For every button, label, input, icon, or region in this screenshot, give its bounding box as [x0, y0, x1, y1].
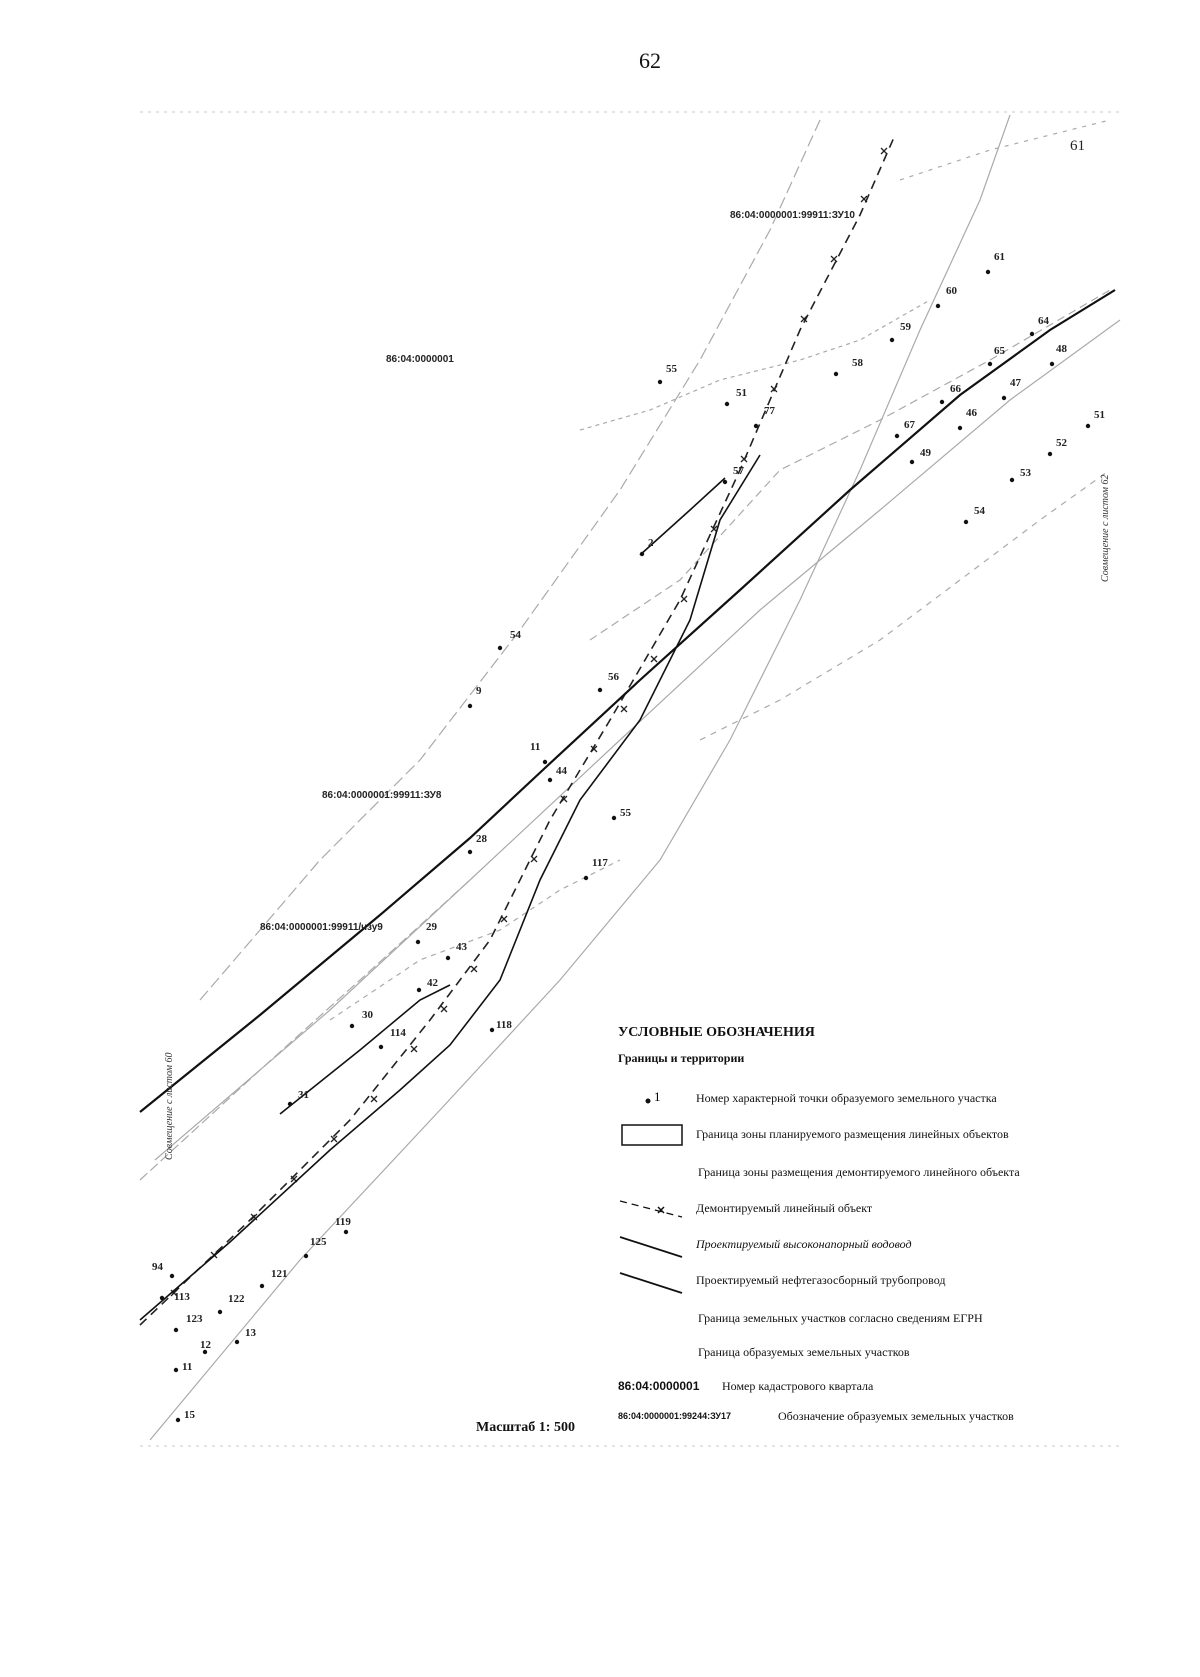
legend-label: Проектируемый высоконапорный водовод — [696, 1237, 912, 1251]
solid-line-icon — [618, 1267, 688, 1295]
point-label: 119 — [335, 1216, 351, 1228]
legend-label: Номер кадастрового квартала — [722, 1379, 874, 1393]
point-label: 61 — [994, 251, 1005, 263]
point-label: 56 — [608, 671, 619, 683]
point-label: 43 — [456, 941, 467, 953]
legend-item-formed — [618, 1339, 1138, 1367]
legend-subtitle: Границы и территории — [618, 1051, 745, 1065]
point-label: 2 — [648, 537, 654, 549]
point-label: 54 — [974, 505, 985, 517]
point-label: 118 — [496, 1019, 512, 1031]
point-label: 9 — [476, 685, 482, 697]
point-label: 48 — [1056, 343, 1067, 355]
legend-item-dismantle-zone — [618, 1159, 1138, 1187]
point-label: 94 — [152, 1261, 163, 1273]
point-label: 11 — [182, 1361, 193, 1373]
legend-label: Демонтируемый линейный объект — [696, 1201, 873, 1215]
label-chzu9: 86:04:0000001:99911/чзу9 — [260, 922, 383, 933]
sheet-number: 61 — [1070, 138, 1085, 154]
point-label: 67 — [904, 419, 915, 431]
point-label: 44 — [556, 765, 567, 777]
legend-item-dismantled — [618, 1195, 1138, 1223]
point-label: 30 — [362, 1009, 373, 1021]
point-label: 13 — [245, 1327, 256, 1339]
scale-label: Масштаб 1: 500 — [476, 1420, 575, 1435]
point-label: 47 — [1010, 377, 1021, 389]
legend-title: УСЛОВНЫЕ ОБОЗНАЧЕНИЯ — [618, 1025, 815, 1040]
point-label: 53 — [1020, 467, 1031, 479]
side-note-left: Совмещение с листом 60 — [164, 1052, 175, 1160]
legend-item-water — [618, 1231, 1138, 1259]
side-note-right: Совмещение с листом 62 — [1100, 474, 1111, 582]
label-zu10: 86:04:0000001:99911:ЗУ10 — [730, 210, 855, 221]
legend-item-oilgas — [618, 1267, 1138, 1295]
point-label: 51 — [736, 387, 747, 399]
point-label: 125 — [310, 1236, 327, 1248]
rectangle-icon — [618, 1121, 688, 1149]
point-label: 11 — [530, 741, 541, 753]
dash-x-line-icon — [618, 1195, 688, 1223]
point-label: 117 — [592, 857, 608, 869]
boundary-line-i — [330, 860, 620, 1020]
legend-label: Проектируемый нефтегазосборный трубопровод — [696, 1273, 946, 1287]
point-label: 28 — [476, 833, 487, 845]
point-marker-icon — [618, 1085, 688, 1113]
legend-label: Граница зоны планируемого размещения линейных объектов — [696, 1127, 1009, 1141]
point-label: 121 — [271, 1268, 288, 1280]
legend-label: Обозначение образуемых земельных участков — [778, 1409, 1014, 1423]
point-label: 31 — [298, 1089, 309, 1101]
point-label: 15 — [184, 1409, 195, 1421]
point-label: 113 — [174, 1291, 190, 1303]
boundary-line-e — [700, 470, 1110, 740]
legend-item-quarter-code — [618, 1373, 1138, 1401]
point-label: 55 — [620, 807, 631, 819]
point-label: 12 — [200, 1339, 211, 1351]
point-label: 55 — [666, 363, 677, 375]
legend-label: Граница образуемых земельных участков — [698, 1345, 910, 1359]
svg-text:1: 1 — [654, 1089, 661, 1104]
point-label: 77 — [764, 405, 775, 417]
point-label: 57 — [733, 465, 744, 477]
legend-item-point — [618, 1085, 1138, 1113]
legend-label: Номер характерной точки образуемого земельного участка — [696, 1091, 997, 1105]
point-label: 29 — [426, 921, 437, 933]
point-label: 54 — [510, 629, 521, 641]
legend-code: 86:04:0000001 — [618, 1379, 700, 1393]
point-label: 64 — [1038, 315, 1049, 327]
boundary-line-d — [200, 120, 820, 1000]
projected-pipeline-branch — [140, 455, 760, 1320]
point-label: 58 — [852, 357, 863, 369]
point-label: 66 — [950, 383, 961, 395]
point-label: 123 — [186, 1313, 203, 1325]
point-label: 52 — [1056, 437, 1067, 449]
point-label: 46 — [966, 407, 977, 419]
point-label: 42 — [427, 977, 438, 989]
legend-item-parcel-code — [618, 1403, 1138, 1431]
point-label: 59 — [900, 321, 911, 333]
legend-label: Граница земельных участков согласно сведениям ЕГРН — [698, 1311, 983, 1325]
legend-item-zone — [618, 1121, 1138, 1149]
point-label: 65 — [994, 345, 1005, 357]
label-quarter: 86:04:0000001 — [386, 354, 454, 365]
point-label: 114 — [390, 1027, 406, 1039]
legend-label: Граница зоны размещения демонтируемого линейного объекта — [698, 1165, 1020, 1179]
page-number: 62 — [639, 48, 661, 73]
point-label: 51 — [1094, 409, 1105, 421]
legend-item-egrn — [618, 1305, 1138, 1333]
point-label: 60 — [946, 285, 957, 297]
legend-code: 86:04:0000001:99244:ЗУ17 — [618, 1411, 731, 1421]
label-zu8: 86:04:0000001:99911:ЗУ8 — [322, 790, 442, 801]
solid-line-icon — [618, 1231, 688, 1259]
point-label: 49 — [920, 447, 931, 459]
point-label: 122 — [228, 1293, 245, 1305]
boundary-line-h — [580, 300, 930, 430]
